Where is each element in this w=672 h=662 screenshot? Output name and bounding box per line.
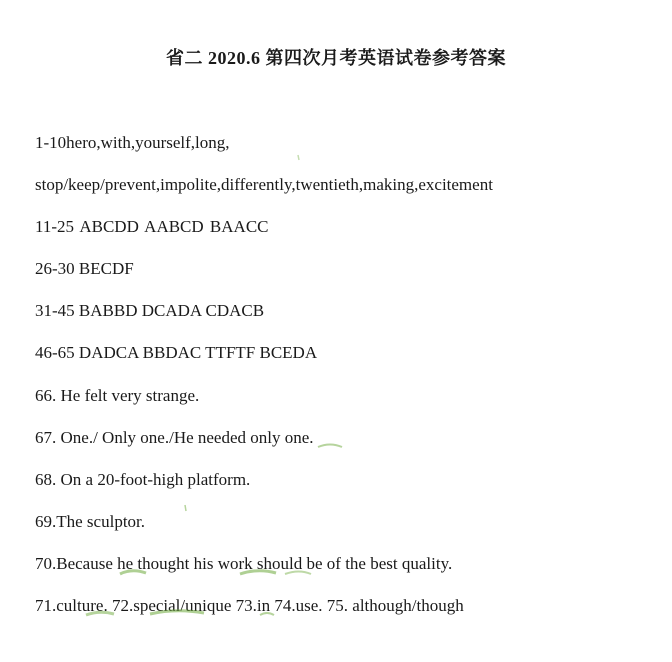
answer-line-4: 26-30 BECDF <box>35 259 134 278</box>
answer-line-2: stop/keep/prevent,impolite,differently,twentieth,making,excitement <box>35 175 493 194</box>
answer-line-5: 31-45 BABBD DCADA CDACB <box>35 301 265 320</box>
answer-line-8: 67. One./ Only one./He needed only one. <box>35 428 314 447</box>
answer-line-11: 70.Because he thought his work should be of the best quality. <box>35 554 453 573</box>
answer-line-3: 11-25 ABCDD AABCD BAACC <box>35 217 269 236</box>
answer-line-1: 1-10hero,with,yourself,long, <box>35 133 230 152</box>
marker-stroke <box>298 155 299 160</box>
answer-line-10: 69.The sculptor. <box>35 512 146 531</box>
marker-stroke <box>318 445 342 448</box>
answer-line-7: 66. He felt very strange. <box>35 386 200 405</box>
marker-stroke <box>185 505 186 511</box>
answer-line-6: 46-65 DADCA BBDAC TTFTF BCEDA <box>35 343 318 362</box>
answer-line-9: 68. On a 20-foot-high platform. <box>35 470 251 489</box>
answer-line-12: 71.culture. 72.special/unique 73.in 74.use. 75. although/though <box>35 596 464 615</box>
page-title: 省二 2020.6 第四次月考英语试卷参考答案 <box>166 48 506 68</box>
